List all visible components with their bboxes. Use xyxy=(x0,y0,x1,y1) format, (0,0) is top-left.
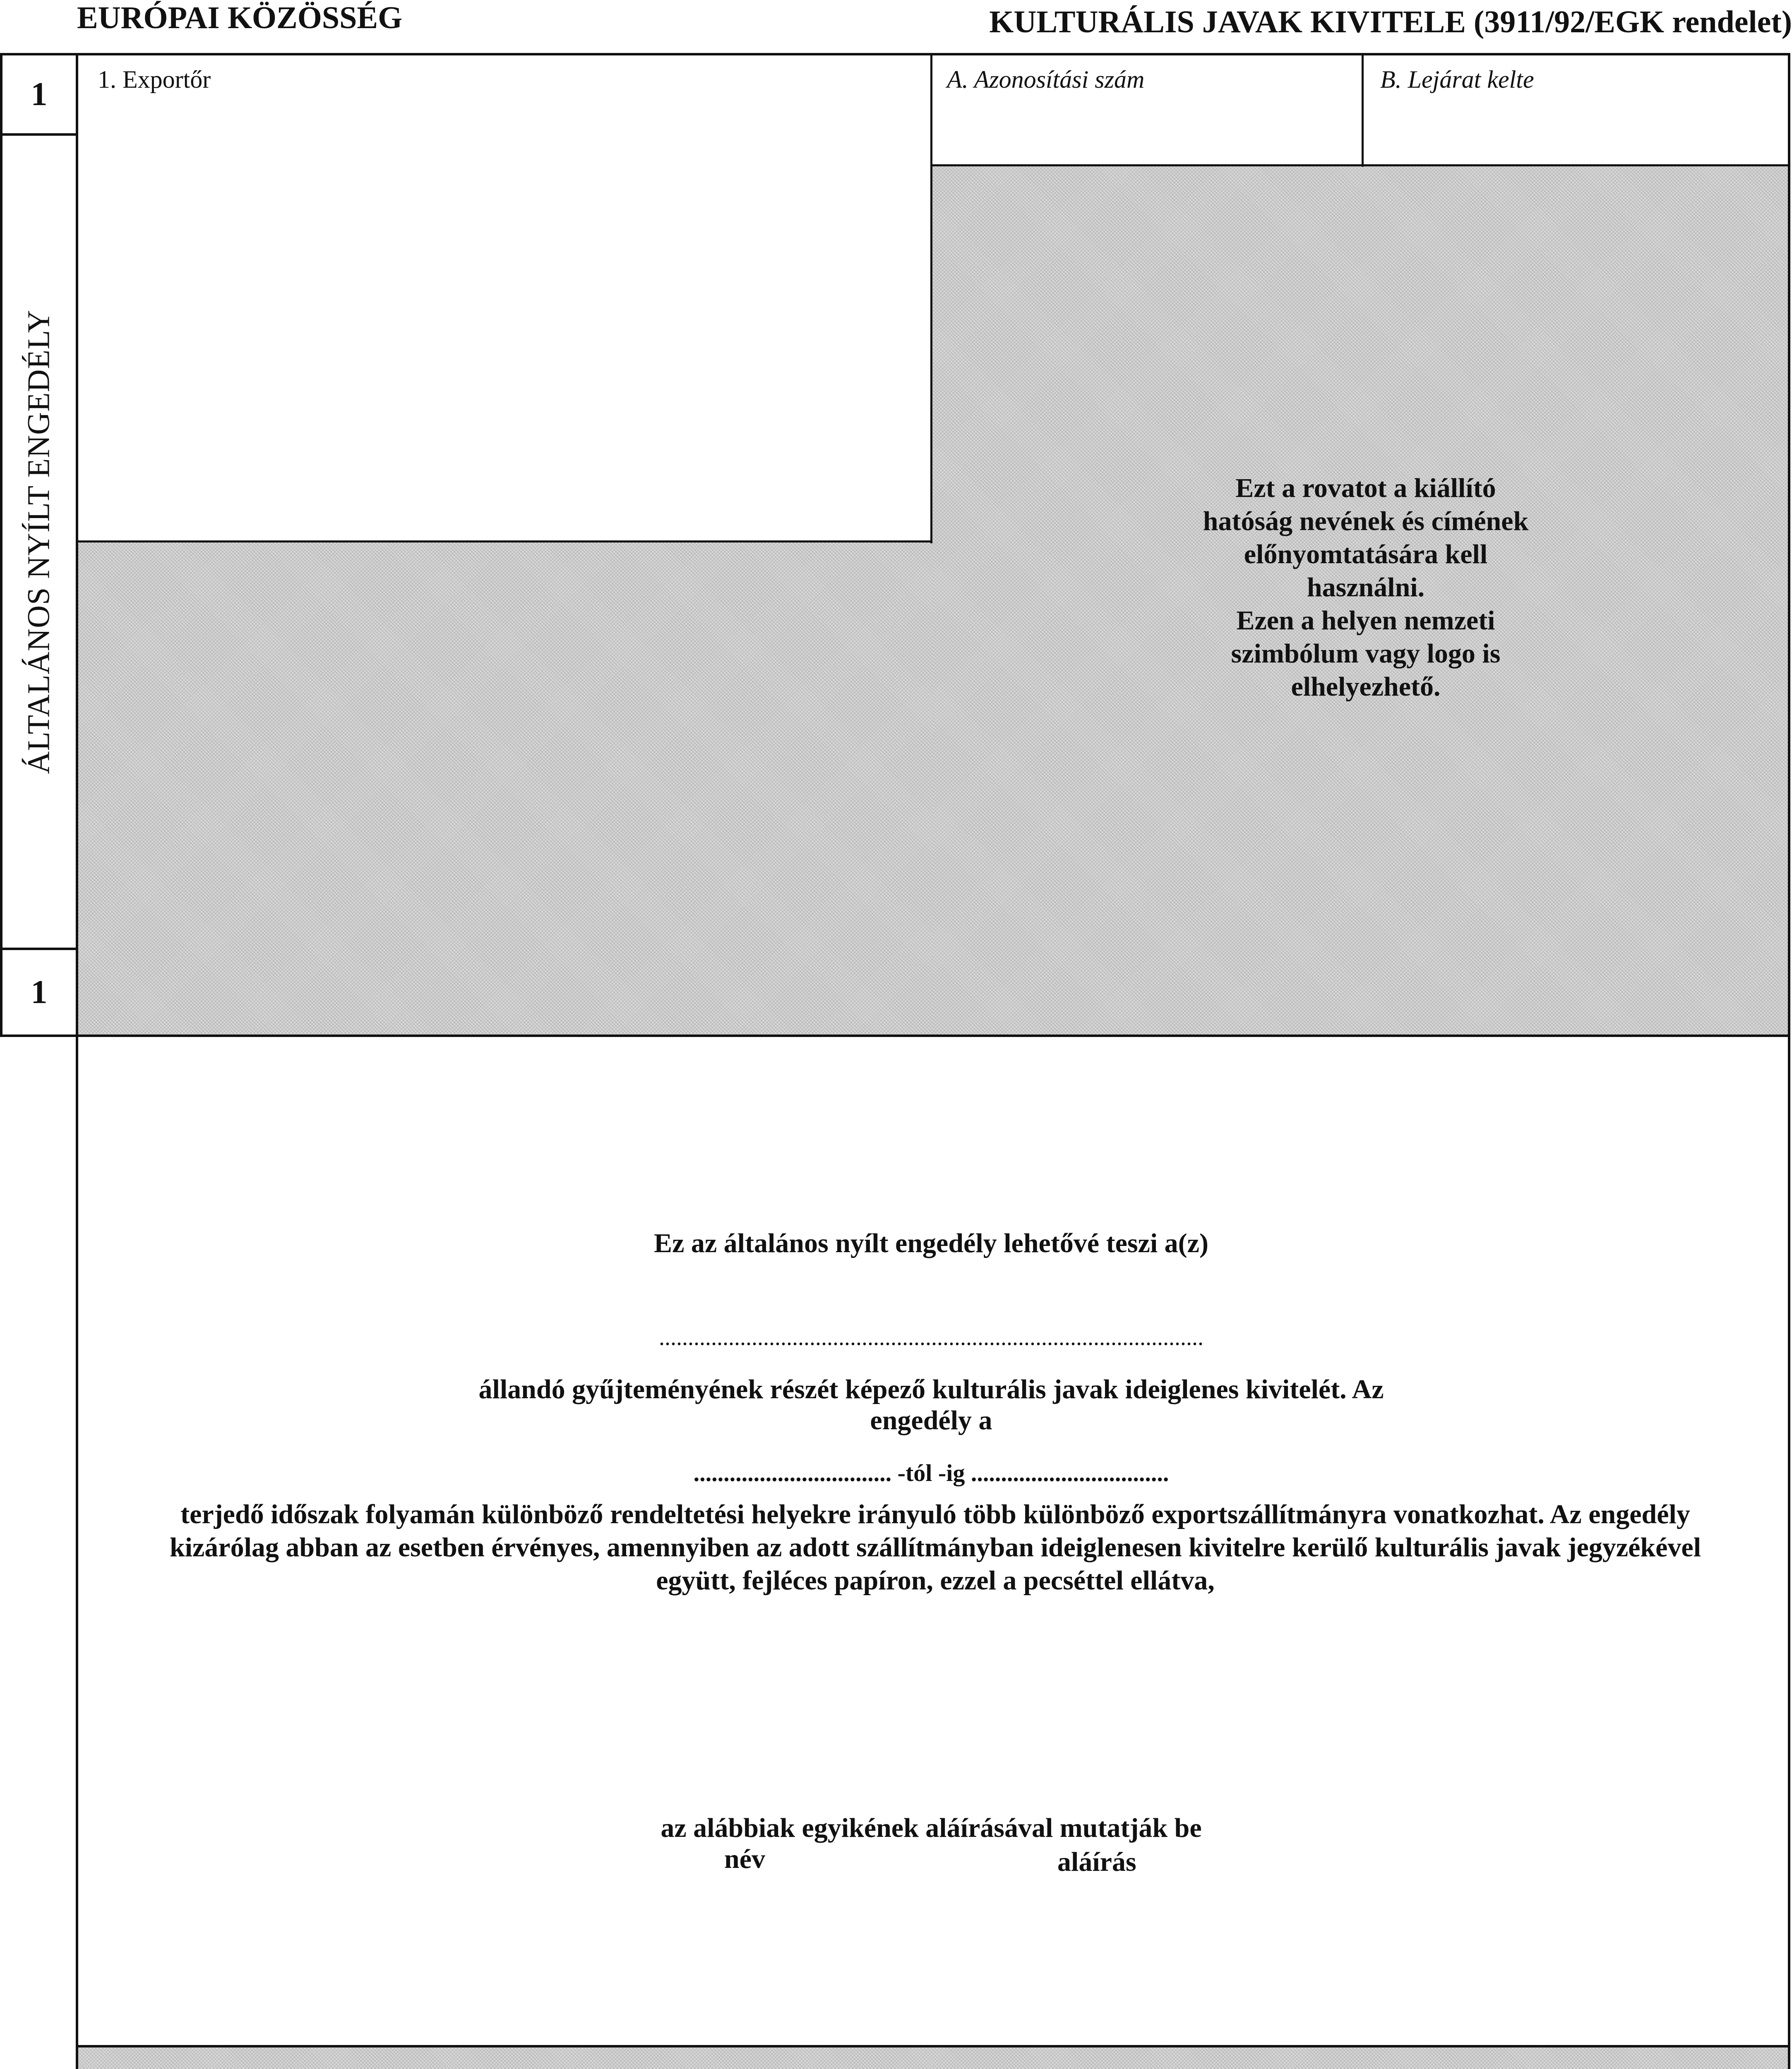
authority-line: szimbólum vagy logo is xyxy=(1231,638,1501,669)
exporter-label: 1. Exportőr xyxy=(98,66,211,93)
authority-line: elhelyezhető. xyxy=(1291,672,1441,702)
id-number-field[interactable] xyxy=(933,55,1361,164)
body-permanent-line1: állandó gyűjteményének részét képező kulturális javak ideiglenes kivitelét. Az xyxy=(478,1374,1384,1404)
sidebar-vertical-title: ÁLTALÁNOS NYÍLT ENGEDÉLY xyxy=(22,309,57,774)
frame-right xyxy=(1788,53,1790,2069)
divider-exporter-v xyxy=(930,53,932,543)
name-label: név xyxy=(724,1844,765,1874)
period-text-line: kizárólag abban az esetben érvényes, amennyiben az adott szállítmányban ideiglenesen kivitelre kerülő kulturális javak jegyzékével xyxy=(169,1532,1701,1563)
divider-lower-section xyxy=(77,2045,1790,2047)
id-number-label: A. Azonosítási szám xyxy=(947,66,1145,93)
sidebar-title-wrap xyxy=(1,133,77,950)
authority-line: Ezen a helyen nemzeti xyxy=(1236,605,1495,636)
authority-box-text xyxy=(1159,472,1573,703)
expiry-label: B. Lejárat kelte xyxy=(1380,66,1534,93)
sidebar-number-top: 1 xyxy=(0,53,78,136)
authority-line: Ezt a rovatot a kiállító xyxy=(1235,473,1496,503)
period-text-line: együtt, fejléces papíron, ezzel a pecséttel ellátva, xyxy=(656,1565,1215,1596)
divider-ab-v xyxy=(1362,53,1364,167)
divider-exporter-h xyxy=(77,540,932,542)
body-permanent-line2: engedély a xyxy=(870,1405,992,1435)
header-left: EURÓPAI KÖZÖSSÉG xyxy=(77,0,403,35)
signature-intro: az alábbiak egyikének aláírásával mutatják be xyxy=(661,1813,1202,1843)
authority-area-lower xyxy=(77,542,934,1035)
divider-upper-section xyxy=(77,1034,1790,1037)
member-state-area xyxy=(77,2046,1790,2069)
expiry-field[interactable] xyxy=(1364,55,1787,164)
signature-label: aláírás xyxy=(1057,1847,1136,1877)
body-period-line[interactable]: ................................. -tól -ig ................................. xyxy=(693,1459,1169,1486)
exporter-field[interactable] xyxy=(79,55,930,540)
period-text-line: terjedő időszak folyamán különböző rendeltetési helyekre irányuló több különböző exportszállítmányra vonatkozhat. Az engedély xyxy=(180,1499,1690,1529)
authority-line: használni. xyxy=(1307,572,1425,602)
sidebar-number-bottom: 1 xyxy=(0,948,78,1037)
divider-ab-h xyxy=(930,164,1790,166)
header-right: KULTURÁLIS JAVAK KIVITELE (3911/92/EGK rendelet) xyxy=(989,5,1792,39)
body-intro: Ez az általános nyílt engedély lehetővé teszi a(z) xyxy=(654,1228,1208,1258)
authority-line: hatóság nevének és címének xyxy=(1203,506,1529,536)
authority-line: előnyomtatására kell xyxy=(1244,539,1488,569)
body-period-text xyxy=(95,1498,1775,1597)
body-dots-line[interactable]: .............................................................................................. xyxy=(659,1325,1203,1350)
